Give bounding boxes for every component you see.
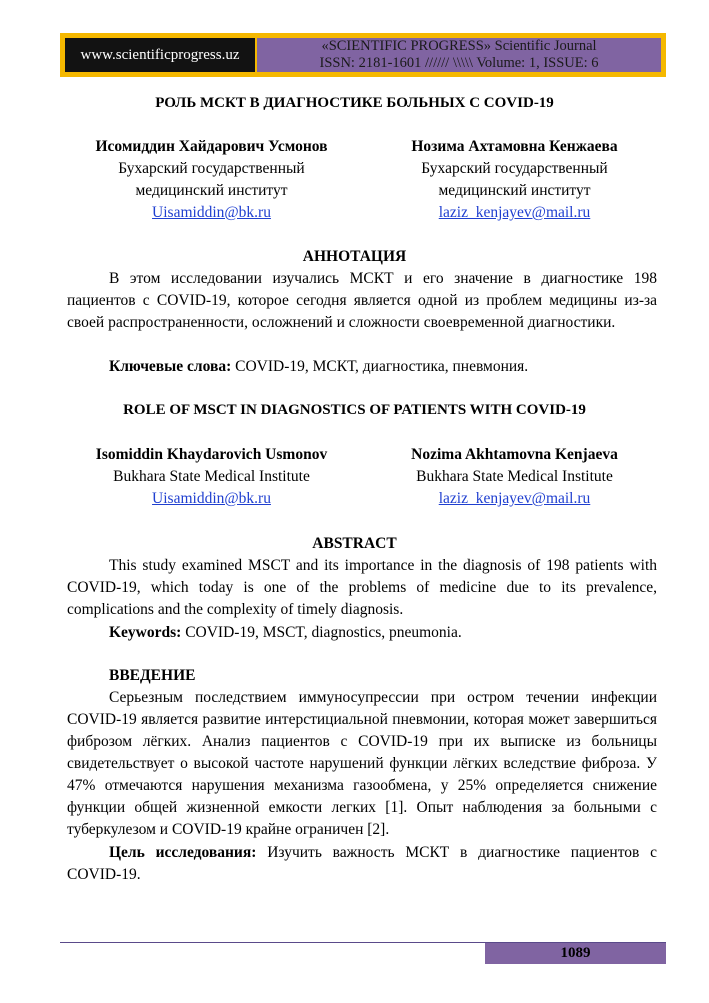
author-email-link[interactable]: laziz_kenjayev@mail.ru — [438, 490, 591, 507]
intro-heading: ВВЕДЕНИЕ — [109, 667, 196, 684]
ru-author-1 — [60, 136, 363, 224]
en-title: ROLE OF MSCT IN DIAGNOSTICS OF PATIENTS WITH COVID-19 — [123, 402, 586, 418]
en-author-1 — [60, 444, 363, 510]
journal-title: «SCIENTIFIC PROGRESS» Scientific Journal — [321, 38, 597, 54]
keywords-label: Keywords: — [109, 624, 182, 641]
website-label[interactable]: www.scientificprogress.uz — [65, 38, 255, 72]
author-name: Nozima Akhtamovna Kenjaeva — [411, 446, 618, 463]
author-affiliation: медицинский институт — [135, 182, 288, 199]
en-keywords — [109, 622, 462, 644]
ru-title: РОЛЬ МСКТ В ДИАГНОСТИКЕ БОЛЬНЫХ С COVID-19 — [155, 95, 554, 111]
author-affiliation: Bukhara State Medical Institute — [113, 468, 310, 485]
ru-keywords — [109, 356, 528, 378]
page-number: 1089 — [485, 943, 666, 964]
ru-abstract-text: В этом исследовании изучались МСКТ и его значение в диагностике 198 пациентов с COVID-19, которое сегодня является одной из проблем медицины из-за своей распространенности, осложнений и сложности своевременной диагностики. — [67, 270, 657, 331]
author-email-link[interactable]: laziz_kenjayev@mail.ru — [438, 204, 591, 221]
keywords-text: COVID-19, MSCT, diagnostics, pneumonia. — [181, 624, 462, 641]
aim-text: Изучить важность МСКТ в диагностике пациентов с COVID-19. — [67, 844, 657, 883]
author-name: Исомиддин Хайдарович Усмонов — [95, 138, 328, 155]
author-email-link[interactable]: Uisamiddin@bk.ru — [152, 490, 271, 507]
en-author-2 — [363, 444, 666, 510]
author-name: Isomiddin Khaydarovich Usmonov — [95, 446, 328, 463]
en-abstract-text: This study examined MSCT and its importance in the diagnosis of 198 patients with COVID-19, which today is one of the problems of medicine due to its prevalence, complications and the complexity of timely diagnosis. — [67, 557, 657, 618]
ru-author-2 — [363, 136, 666, 224]
journal-header — [60, 33, 666, 77]
intro-paragraph: Серьезным последствием иммуносупрессии при остром течении инфекции COVID-19 является развитие интерстициальной пневмонии, которая может завершиться фиброзом лёгких. Анализ пациентов с COVID-19 при их выписке из больницы свидетельствует о высокой частоте нарушений функции лёгких вследствие фиброза. У 47% отмечаются нарушения механизма газообмена, у 25% определяется снижение функции общей жизненной емкости легких [1]. Опыт наблюдения за больными с туберкулезом и COVID-19 крайне ограничен [2]. — [67, 689, 657, 838]
ru-authors — [60, 136, 666, 224]
author-affiliation: Бухарский государственный — [421, 160, 608, 177]
keywords-text: COVID-19, МСКТ, диагностика, пневмония. — [231, 358, 529, 375]
ru-abstract-heading: АННОТАЦИЯ — [302, 248, 407, 265]
author-name: Нозима Ахтамовна Кенжаева — [411, 138, 618, 155]
journal-info — [257, 38, 661, 72]
en-abstract-heading: ABSTRACT — [312, 535, 397, 552]
author-affiliation: медицинский институт — [438, 182, 591, 199]
journal-issn: ISSN: 2181-1601 ////// \\\\\ Volume: 1, ISSUE: 6 — [319, 55, 599, 71]
author-affiliation: Bukhara State Medical Institute — [416, 468, 613, 485]
keywords-label: Ключевые слова: — [109, 358, 232, 375]
author-email-link[interactable]: Uisamiddin@bk.ru — [152, 204, 271, 221]
intro-aim — [67, 842, 657, 886]
aim-label: Цель исследования: — [109, 844, 257, 861]
en-authors — [60, 444, 666, 510]
author-affiliation: Бухарский государственный — [118, 160, 305, 177]
